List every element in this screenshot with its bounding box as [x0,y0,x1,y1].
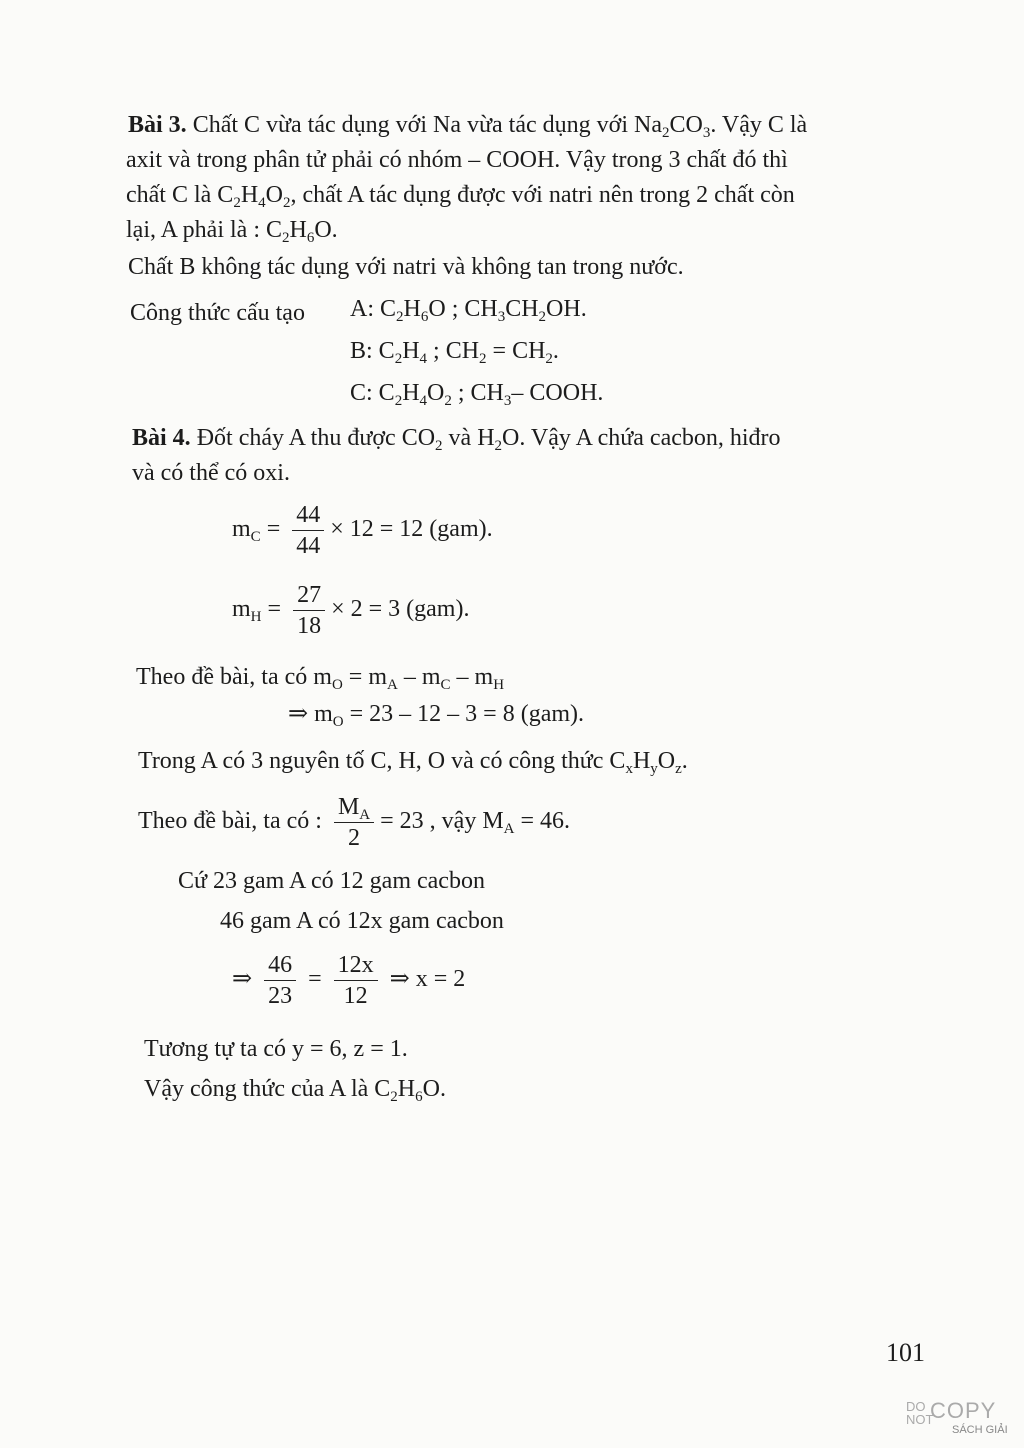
fraction: $\frac{M_A}{2}$ [334,792,374,853]
bai3-line-3: chất C là $C_2H_4O_2$, chất A tác dụng được với natri nên trong 2 chất còn [126,182,795,211]
mass-carbon-equation: $m_C$ = $\frac{44}{44}$ × 12 = 12 (gam). [232,502,493,559]
ratio-line-1: Cứ 23 gam A có 12 gam cacbon [178,868,485,894]
bai3-heading: Bài 3. [128,112,187,138]
mass-oxygen-line: Theo đề bài, ta có $m_O = m_A - m_C - m_H$ [136,664,505,693]
fraction: $\frac{44}{44}$ [292,500,324,561]
bai3-line-5: Chất B không tác dụng với natri và không tan trong nước. [128,254,684,280]
bai4-line-1: Bài 4. Đốt cháy A thu được $CO_2$ và $H_2O$. Vậy A chứa cacbon, hiđro [132,425,781,454]
fraction: $\frac{46}{23}$ [264,950,296,1011]
fraction: $\frac{27}{18}$ [293,580,325,641]
yz-line: Tương tự ta có y = 6, z = 1. [144,1036,408,1062]
bai3-line-2: axit và trong phân tử phải có nhóm – COOH. Vậy trong 3 chất đó thì [126,147,788,173]
formula-c: C: $C_2H_4O_2$ ; $CH_3-$ COOH. [350,380,604,409]
molar-mass-line: Theo đề bài, ta có : $\frac{M_A}{2}$ = 23 , vậy $M_A = 46$. [138,794,571,851]
page-number: 101 [886,1338,925,1367]
do-not-copy-watermark: DO NOT COPY SÁCH GIẢI [906,1398,1008,1436]
ratio-line-2: 46 gam A có 12x gam cacbon [220,908,504,934]
bai4-heading: Bài 4. [132,425,191,451]
final-formula-line: Vậy công thức của A là $C_2H_6O$. [144,1076,446,1105]
structural-formula-label: Công thức cấu tạo [130,300,305,326]
bai3-line-1: Bài 3. Chất C vừa tác dụng với Na vừa tác dụng với $Na_2CO_3$. Vậy C là [128,112,808,141]
fraction: $\frac{12x}{12}$ [334,950,378,1011]
bai4-line-2: và có thể có oxi. [132,460,290,486]
mass-hydrogen-equation: $m_H$ = $\frac{27}{18}$ × 2 = 3 (gam). [232,582,470,639]
general-formula-line: Trong A có 3 nguyên tố C, H, O và có công thức $C_xH_yO_z$. [138,748,688,777]
mass-oxygen-result: ⇒ $m_O = 23 - 12 - 3 = 8$ (gam). [288,701,584,730]
bai3-line-4: lại, A phải là : $C_2H_6O$. [126,217,338,246]
formula-a: A: $C_2H_6O$ ; $CH_3CH_2OH$. [350,296,587,325]
solve-x-line: ⇒ $\frac{46}{23}$ = $\frac{12x}{12}$ ⇒ x = 2 [232,952,466,1009]
formula-b: B: $C_2H_4$ ; $CH_2 = CH_2$. [350,338,559,367]
